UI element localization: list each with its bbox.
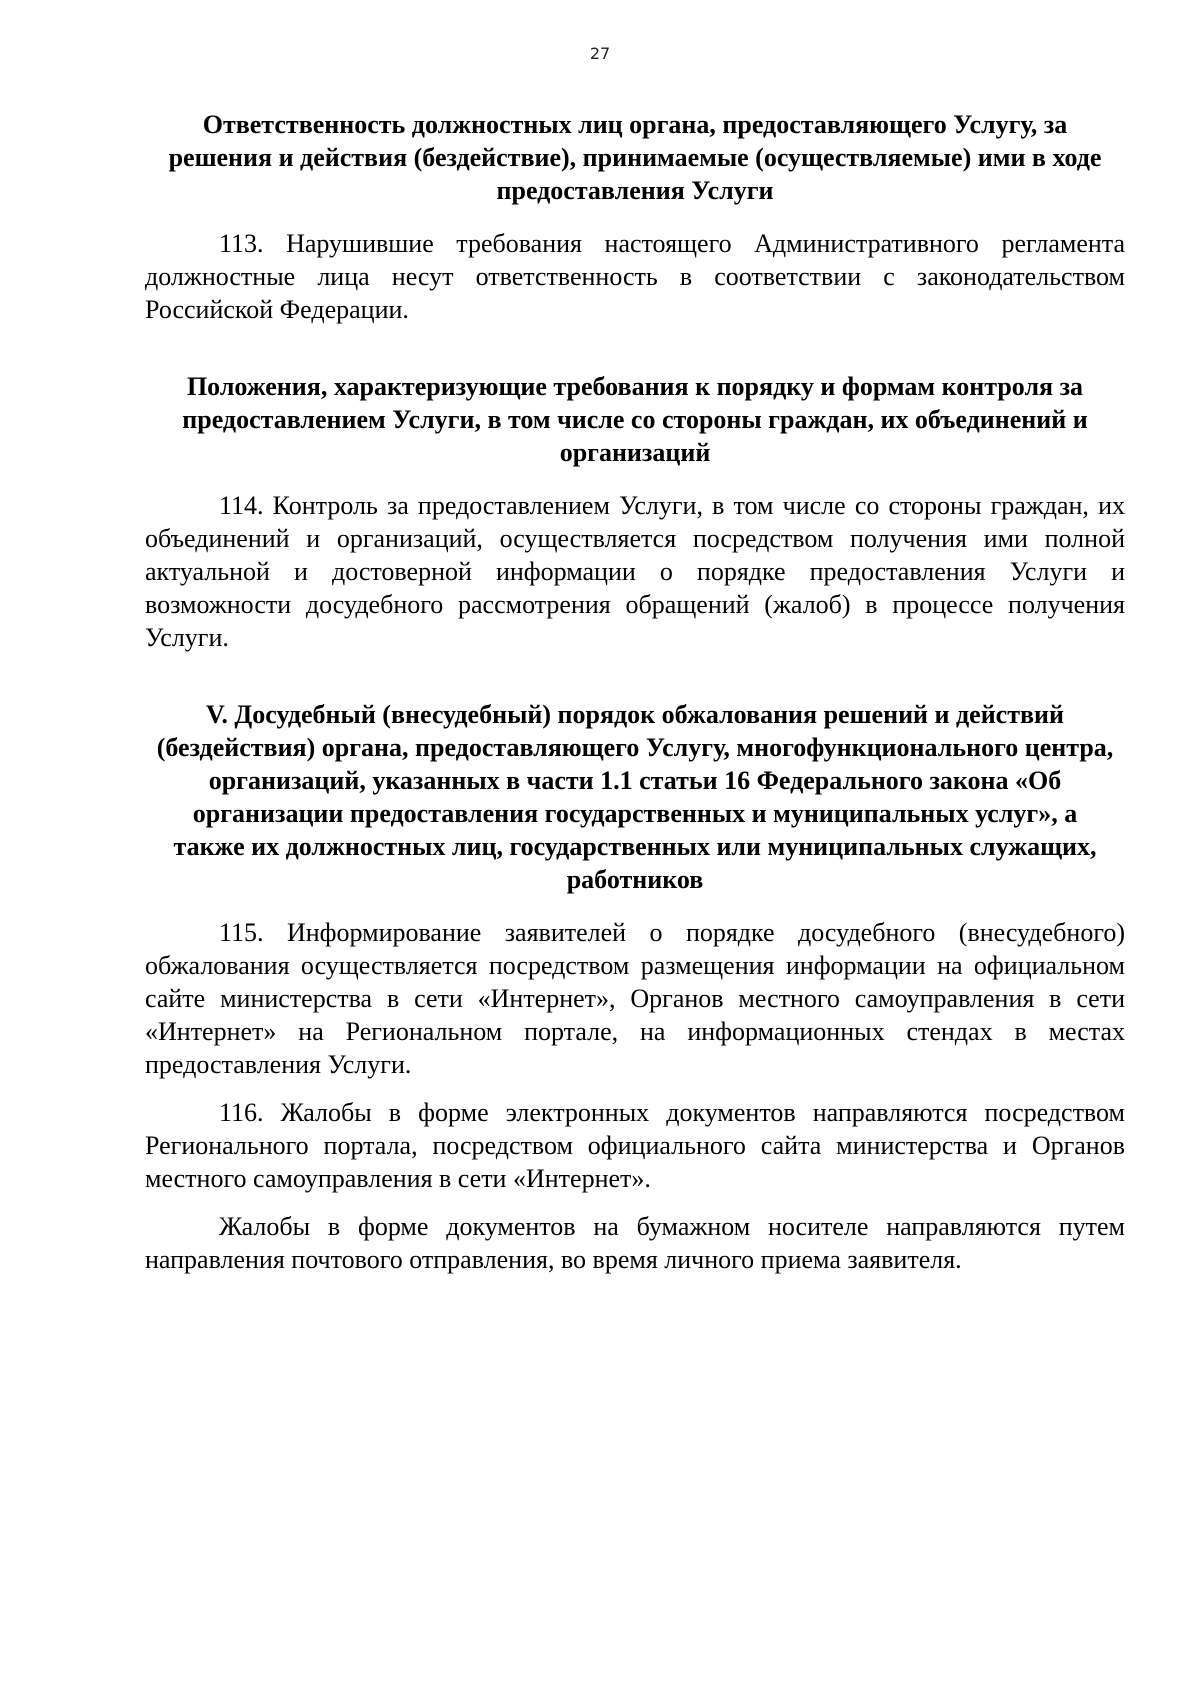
section-responsibility [145, 108, 1125, 326]
section-control [145, 370, 1125, 654]
paragraph-116: 116. Жалобы в форме электронных документов направляются посредством Регионального портала, посредством официального сайта министерства и Органов местного самоуправления в сети «Интернет». [145, 1098, 1125, 1193]
paragraph-paper-complaints: Жалобы в форме документов на бумажном носителе направляются путем направления почтового отправления, во время личного приема заявителя. [145, 1212, 1125, 1274]
section-heading: V. Досудебный (внесудебный) порядок обжалования решений и действий (бездействия) органа, предоставляющего Услугу, многофункционального центра, организаций, указанных в части 1.1 статьи 16 Федерального закона «Об организации предоставления государственных и муниципальных услуг», а также их должностных лиц, государственных или муниципальных служащих, работников [156, 700, 1114, 894]
paragraph-115: 115. Информирование заявителей о порядке досудебного (внесудебного) обжалования осуществляется посредством размещения информации на официальном сайте министерства в сети «Интернет», Органов местного самоуправления в сети «Интернет» на Региональном портале, на информационных стендах в местах предоставления Услуги. [145, 918, 1125, 1079]
section-heading: Ответственность должностных лиц органа, предоставляющего Услугу, за решения и действия (бездействие), принимаемые (осуществляемые) ими в ходе предоставления Услуги [168, 110, 1102, 205]
section-heading: Положения, характеризующие требования к порядку и формам контроля за предоставлением Услуги, в том числе со стороны граждан, их объединений и организаций [182, 372, 1088, 467]
page-number: 27 [589, 44, 611, 63]
paragraph-113: 113. Нарушившие требования настоящего Административного регламента должностные лица несут ответственность в соответствии с законодательством Российской Федерации. [145, 229, 1125, 324]
document-body [145, 108, 1125, 1276]
paragraph-114: 114. Контроль за предоставлением Услуги, в том числе со стороны граждан, их объединений и организаций, осуществляется посредством получения ими полной актуальной и достоверной информации о порядке предоставления Услуги и возможности досудебного рассмотрения обращений (жалоб) в процессе получения Услуги. [145, 491, 1125, 652]
section-pretrial-appeal [145, 698, 1125, 1276]
